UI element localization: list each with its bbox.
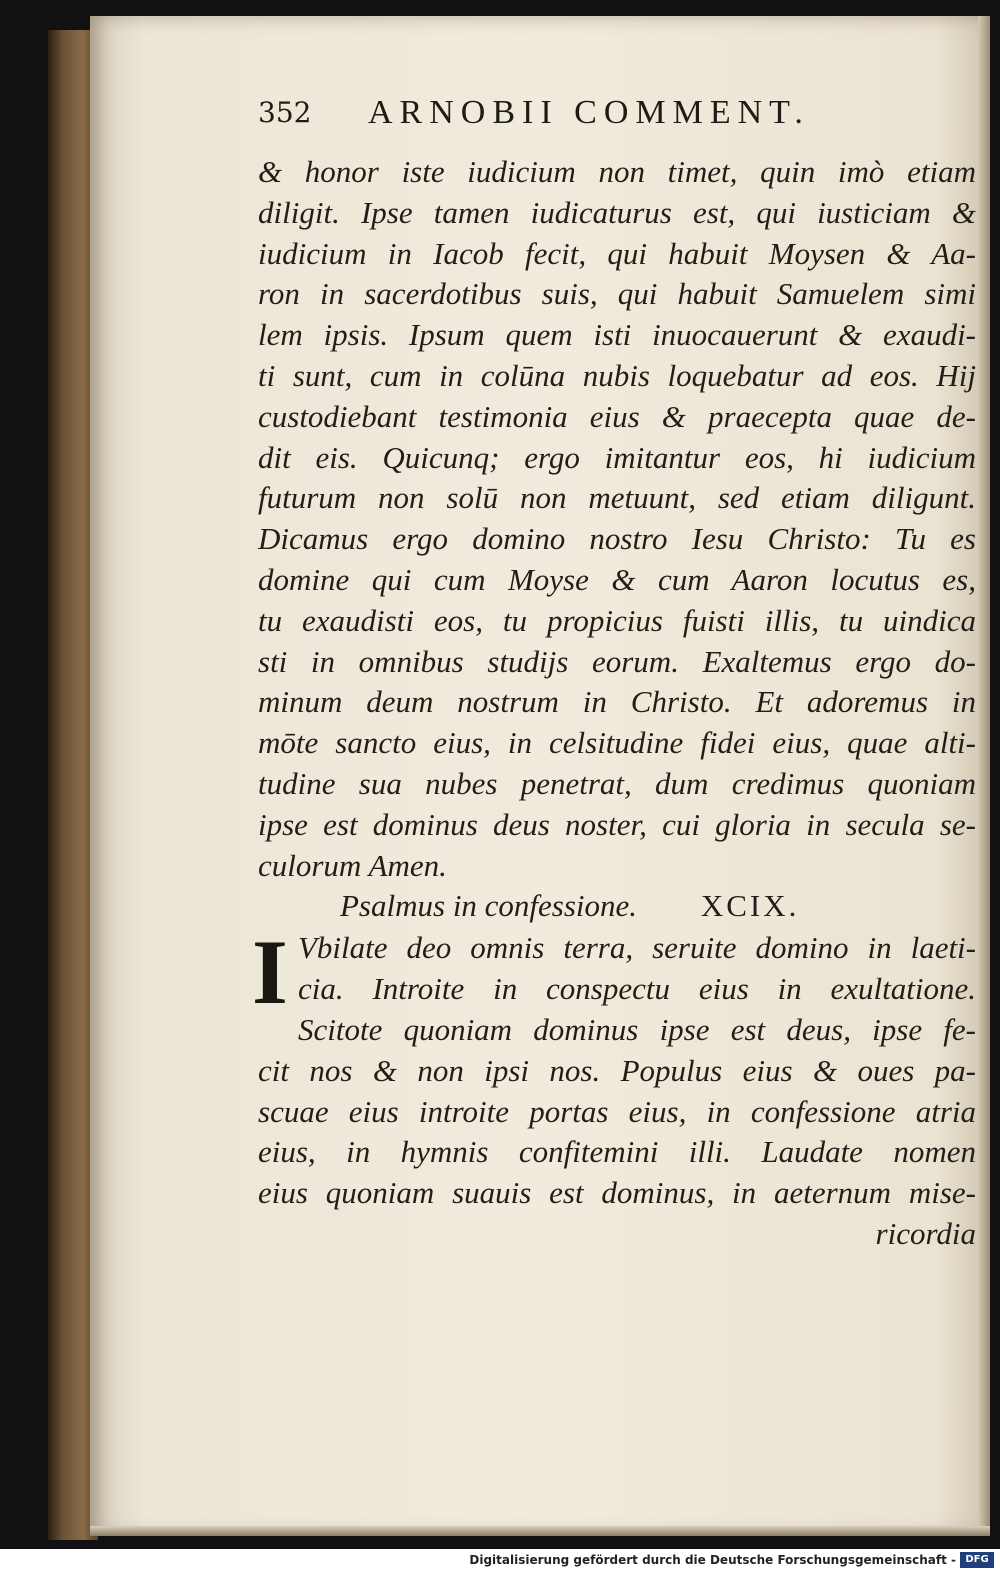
text-line: lem ipsis. Ipsum quem isti inuocauerunt & exaudi-	[258, 317, 976, 353]
body-text	[252, 152, 976, 1255]
text-line: eius, in hymnis confitemini illi. Laudate nomen	[258, 1134, 976, 1170]
drop-cap-initial: I	[252, 921, 288, 1024]
text-line: custodiebant testimonia eius & praecepta quae de-	[258, 398, 976, 434]
text-line: ipse est dominus deus noster, cui gloria in secula se-	[258, 806, 976, 842]
text-line: tu exaudisti eos, tu propicius fuisti illis, tu uindica	[258, 602, 976, 638]
text-line: Dicamus ergo domino nostro Iesu Christo: Tu es	[258, 521, 976, 557]
page-header	[258, 94, 938, 138]
text-line: scuae eius introite portas eius, in confessione atria	[258, 1093, 976, 1129]
text-line: sti in omnibus studijs eorum. Exaltemus ergo do-	[258, 643, 976, 679]
text-line: futurum non solū non metuunt, sed etiam diligunt.	[258, 480, 976, 516]
dfg-logo: DFG	[960, 1552, 994, 1568]
text-line: domine qui cum Moyse & cum Aaron locutus es,	[258, 561, 976, 597]
text-line: mōte sancto eius, in celsitudine fidei eius, quae alti-	[258, 725, 976, 761]
psalm-text	[252, 921, 976, 1254]
text-line: cia. Introite in conspectu eius in exultatione.	[298, 971, 976, 1007]
page-edge-bottom	[90, 1526, 990, 1536]
running-head: ARNOBII COMMENT.	[368, 94, 810, 131]
text-line: ron in sacerdotibus suis, qui habuit Samuelem simi	[258, 276, 976, 312]
text-line: minum deum nostrum in Christo. Et adoremus in	[258, 684, 976, 720]
text-line: Scitote quoniam dominus ipse est deus, ipse fe-	[298, 1011, 976, 1047]
text-line: & honor iste iudicium non timet, quin imò etiam	[258, 154, 976, 189]
text-line: cit nos & non ipsi nos. Populus eius & oues pa-	[258, 1052, 976, 1088]
text-line: eius quoniam suauis est dominus, in aeternum mise-	[258, 1175, 976, 1211]
psalm-heading	[258, 886, 976, 928]
footer-bar	[0, 1549, 1000, 1571]
psalm-title: Psalmus in confessione.	[340, 888, 638, 924]
text-line: tudine sua nubes penetrat, dum credimus quoniam	[258, 765, 976, 801]
digitization-credit: Digitalisierung gefördert durch die Deutsche Forschungsgemeinschaft -	[469, 1553, 956, 1567]
text-line: dit eis. Quicunq; ergo imitantur eos, hi iudicium	[258, 439, 976, 475]
text-line: culorum Amen.	[258, 847, 447, 883]
catchword: ricordia	[875, 1215, 976, 1251]
page-number: 352	[258, 96, 312, 129]
page-edge-right	[978, 16, 990, 1536]
psalm-number: XCIX.	[700, 888, 800, 924]
text-line: diligit. Ipse tamen iudicaturus est, qui iusticiam &	[258, 194, 976, 230]
text-line: Vbilate deo omnis terra, seruite domino in laeti-	[298, 930, 976, 966]
text-line: iudicium in Iacob fecit, qui habuit Moysen & Aa-	[258, 235, 976, 271]
text-line: ti sunt, cum in colūna nubis loquebatur ad eos. Hij	[258, 357, 976, 393]
